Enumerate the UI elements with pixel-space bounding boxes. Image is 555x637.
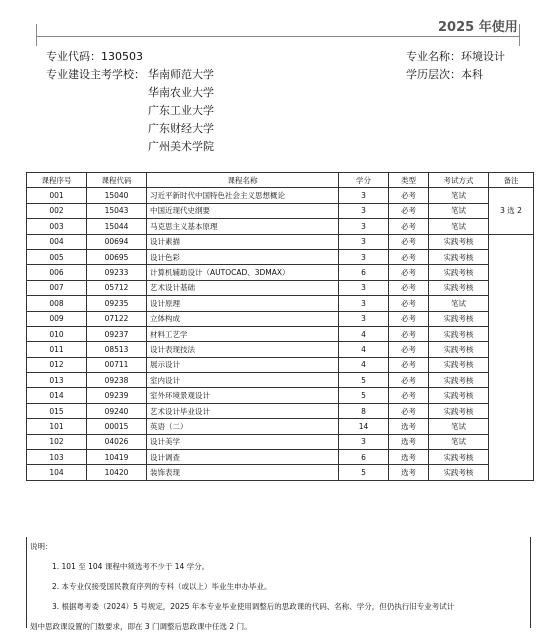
cell-course-name: 设计色彩 [147,249,339,264]
table-row [27,326,534,341]
cell-code: 04026 [87,434,147,449]
cell-credit: 3 [339,311,389,326]
cell-credit: 3 [339,234,389,249]
cell-type: 必考 [389,357,429,372]
table-row [27,280,534,295]
cell-seq: 011 [27,342,87,357]
cell-exam: 实践考核 [429,388,489,403]
major-name [406,48,505,66]
cell-course-name: 习近平新时代中国特色社会主义思想概论 [147,188,339,203]
cell-course-name: 英语（二） [147,419,339,434]
cell-course-name: 装饰表现 [147,465,339,480]
page-header-title: 2025 年使用 [438,20,518,35]
cell-course-name: 马克思主义基本原理 [147,219,339,234]
course-table [26,172,534,481]
school-label: 专业建设主考学校： [46,68,145,81]
cell-course-name: 展示设计 [147,357,339,372]
major-code-label: 专业代码： [46,50,101,63]
table-header-row [27,173,534,188]
table-row [27,450,534,465]
cell-type: 必考 [389,188,429,203]
cell-credit: 5 [339,465,389,480]
cell-seq: 104 [27,465,87,480]
table-row [27,373,534,388]
major-name-label: 专业名称： [406,50,461,63]
cell-seq: 001 [27,188,87,203]
cell-code: 09235 [87,296,147,311]
cell-type: 必考 [389,203,429,218]
table-row [27,357,534,372]
cell-exam: 笔试 [429,419,489,434]
cell-type: 必考 [389,219,429,234]
cell-type: 必考 [389,326,429,341]
school-item: 华南师范大学 [148,68,214,81]
table-row [27,465,534,480]
major-code [46,48,143,66]
school-item: 广东工业大学 [148,104,214,117]
table-row [27,434,534,449]
cell-exam: 笔试 [429,219,489,234]
cell-credit: 8 [339,403,389,418]
school-item: 华南农业大学 [148,86,214,99]
cell-seq: 002 [27,203,87,218]
cell-code: 08513 [87,342,147,357]
cell-code: 15044 [87,219,147,234]
cell-credit: 3 [339,296,389,311]
cell-type: 选考 [389,434,429,449]
cell-credit: 6 [339,450,389,465]
cell-exam: 实践考核 [429,280,489,295]
cell-exam: 实践考核 [429,373,489,388]
note-continuation: 划中思政课设置的门数要求，即在 3 门调整后思政课中任选 2 门。 [30,622,252,631]
cell-course-name: 室内设计 [147,373,339,388]
header-rule [36,36,520,37]
table-row [27,234,534,249]
cell-code: 10419 [87,450,147,465]
cell-course-name: 艺术设计基础 [147,280,339,295]
cell-course-name: 室外环境景观设计 [147,388,339,403]
cell-credit: 5 [339,388,389,403]
table-row [27,188,534,203]
cell-type: 必考 [389,280,429,295]
school-item: 广州美术学院 [148,140,214,153]
notes-section [26,537,531,631]
cell-type: 选考 [389,419,429,434]
cell-seq: 013 [27,373,87,388]
cell-credit: 4 [339,326,389,341]
note-item: 1. 101 至 104 课程中须选考不少于 14 学分。 [52,562,210,571]
education-level [406,66,483,84]
cell-course-name: 立体构成 [147,311,339,326]
cell-exam: 实践考核 [429,465,489,480]
cell-code: 09233 [87,265,147,280]
cell-code: 09238 [87,373,147,388]
major-code-value: 130503 [101,50,143,63]
cell-seq: 010 [27,326,87,341]
cell-code: 00711 [87,357,147,372]
cell-seq: 015 [27,403,87,418]
col-header-remark: 备注 [489,173,534,188]
cell-course-name: 中国近现代史纲要 [147,203,339,218]
education-level-value: 本科 [461,68,483,81]
note-item: 3. 根据粤考委（2024）5 号规定，2025 年本专业毕业使用调整后的思政课的代码、名称、学分，但仍执行旧专业考试计 [52,602,455,611]
cell-seq: 103 [27,450,87,465]
cell-exam: 实践考核 [429,311,489,326]
cell-type: 选考 [389,465,429,480]
crop-mark-left [36,24,37,46]
cell-code: 09240 [87,403,147,418]
cell-type: 必考 [389,403,429,418]
cell-credit: 14 [339,419,389,434]
table-row [27,219,534,234]
cell-credit: 5 [339,373,389,388]
cell-credit: 3 [339,188,389,203]
cell-seq: 006 [27,265,87,280]
cell-credit: 3 [339,249,389,264]
cell-code: 05712 [87,280,147,295]
table-row [27,419,534,434]
cell-credit: 3 [339,203,389,218]
table-row [27,403,534,418]
table-row [27,342,534,357]
table-row [27,265,534,280]
table-row [27,296,534,311]
cell-code: 00695 [87,249,147,264]
cell-course-name: 艺术设计毕业设计 [147,403,339,418]
cell-seq: 101 [27,419,87,434]
cell-seq: 003 [27,219,87,234]
cell-exam: 实践考核 [429,403,489,418]
col-header-type: 类型 [389,173,429,188]
school-list [148,66,214,156]
cell-type: 必考 [389,296,429,311]
crop-mark-right [519,24,520,46]
cell-course-name: 设计表现技法 [147,342,339,357]
cell-course-name: 计算机辅助设计（AUTOCAD、3DMAX） [147,265,339,280]
cell-exam: 实践考核 [429,249,489,264]
cell-seq: 009 [27,311,87,326]
cell-type: 必考 [389,265,429,280]
cell-exam: 实践考核 [429,357,489,372]
school-item: 广东财经大学 [148,122,214,135]
cell-course-name: 设计调查 [147,450,339,465]
cell-type: 必考 [389,234,429,249]
notes-title: 说明： [30,542,53,551]
cell-code: 15043 [87,203,147,218]
table-row [27,249,534,264]
cell-exam: 笔试 [429,188,489,203]
cell-code: 00015 [87,419,147,434]
cell-credit: 3 [339,219,389,234]
cell-credit: 4 [339,342,389,357]
table-row [27,203,534,218]
major-name-value: 环境设计 [461,50,505,63]
cell-exam: 笔试 [429,296,489,311]
col-header-credit: 学分 [339,173,389,188]
cell-type: 选考 [389,450,429,465]
cell-code: 00694 [87,234,147,249]
col-header-exam: 考试方式 [429,173,489,188]
note-item: 2. 本专业仅接受国民教育序列的专科（或以上）毕业生申办毕业。 [52,582,272,591]
cell-seq: 005 [27,249,87,264]
cell-exam: 实践考核 [429,342,489,357]
cell-exam: 笔试 [429,434,489,449]
cell-type: 必考 [389,388,429,403]
cell-credit: 3 [339,434,389,449]
cell-course-name: 材料工艺学 [147,326,339,341]
cell-credit: 6 [339,265,389,280]
cell-seq: 007 [27,280,87,295]
cell-code: 10420 [87,465,147,480]
cell-exam: 实践考核 [429,234,489,249]
cell-seq: 102 [27,434,87,449]
col-header-name: 课程名称 [147,173,339,188]
cell-course-name: 设计素描 [147,234,339,249]
cell-seq: 012 [27,357,87,372]
cell-exam: 笔试 [429,203,489,218]
cell-type: 必考 [389,373,429,388]
cell-code: 09237 [87,326,147,341]
cell-credit: 4 [339,357,389,372]
cell-type: 必考 [389,311,429,326]
cell-remark-empty [489,234,534,480]
cell-exam: 实践考核 [429,326,489,341]
cell-seq: 008 [27,296,87,311]
table-row [27,388,534,403]
cell-exam: 实践考核 [429,450,489,465]
table-row [27,311,534,326]
cell-seq: 004 [27,234,87,249]
col-header-seq: 课程序号 [27,173,87,188]
cell-course-name: 设计原理 [147,296,339,311]
cell-credit: 3 [339,280,389,295]
cell-code: 07122 [87,311,147,326]
cell-type: 必考 [389,342,429,357]
cell-course-name: 设计美学 [147,434,339,449]
education-level-label: 学历层次： [406,68,461,81]
course-table-body [27,188,534,480]
col-header-code: 课程代码 [87,173,147,188]
cell-type: 必考 [389,249,429,264]
cell-code: 09239 [87,388,147,403]
cell-remark-merged: 3 选 2 [489,188,534,234]
cell-exam: 实践考核 [429,265,489,280]
cell-seq: 014 [27,388,87,403]
cell-code: 15040 [87,188,147,203]
